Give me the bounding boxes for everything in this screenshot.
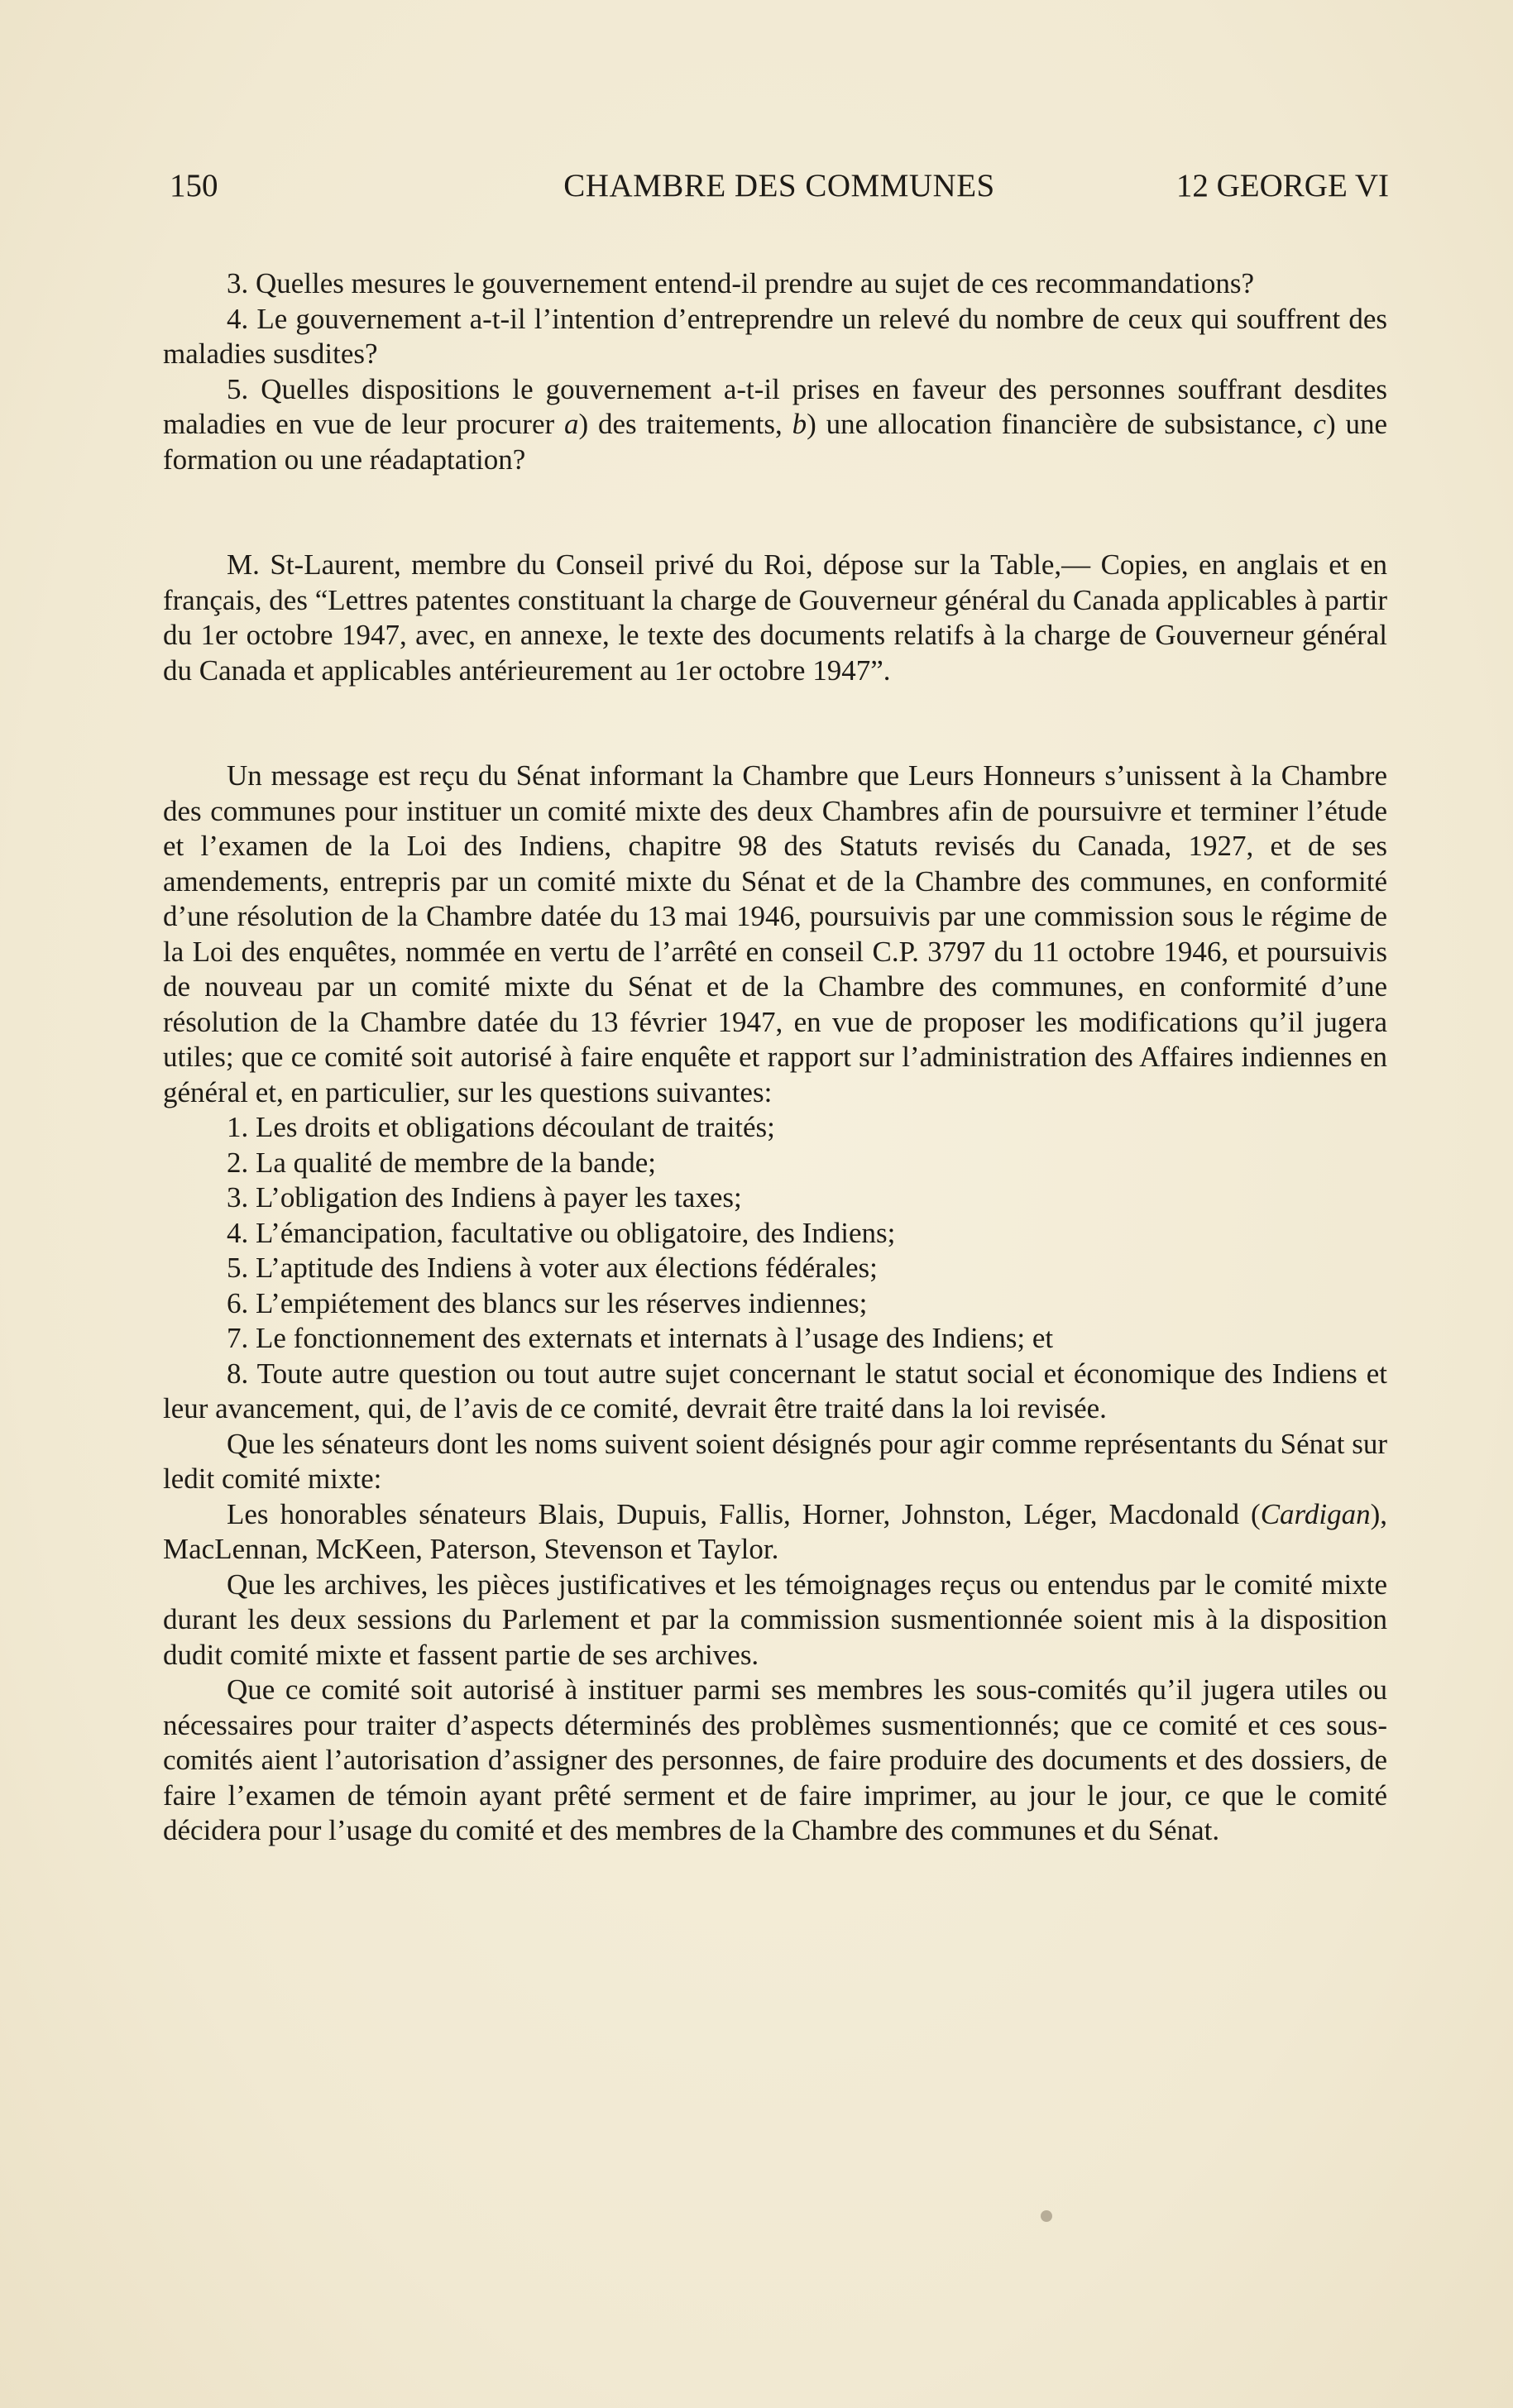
option-b-letter: b xyxy=(792,408,807,440)
list-item: 7. Le fonctionnement des externats et internats à l’usage des Indiens; et xyxy=(227,1322,1054,1354)
question-4: 4. Le gouvernement a-t-il l’intention d’entreprendre un relevé du nombre de ceux qui souffrent des maladies susdites? xyxy=(163,302,1387,370)
list-item: 6. L’empiétement des blancs sur les réserves indiennes; xyxy=(227,1286,868,1319)
list-item-8: 8. Toute autre question ou tout autre sujet concernant le statut social et économique des Indiens et leur avancement, qui, de l’avis de ce comité, devrait être traité dans la loi revisée. xyxy=(163,1357,1387,1424)
list-item: 4. L’émancipation, facultative ou obligatoire, des Indiens; xyxy=(227,1216,896,1249)
running-title: CHAMBRE DES COMMUNES xyxy=(563,168,995,203)
tabling-paragraph: M. St-Laurent, membre du Conseil privé du Roi, dépose sur la Table,— Copies, en anglais et en français, des “Lettres patentes constituant la charge de Gouverneur général du Canada applicables à partir du 1er octobre 1947, avec, en annexe, le texte des documents relatifs à la charge de Gouverneur général du Canada et applicables antérieurement au 1er octobre 1947”. xyxy=(163,548,1387,687)
question-3: 3. Quelles mesures le gouvernement entend-il prendre au sujet de ces recommandations? xyxy=(227,267,1255,299)
option-a-text: ) des traitements, xyxy=(578,408,792,440)
senators-names-end: ), MacLennan, McKeen, Paterson, Stevenson et Taylor. xyxy=(163,1497,1387,1565)
option-a-letter: a xyxy=(564,408,579,440)
archives-paragraph: Que les archives, les pièces justificatives et les témoignages reçus ou entendus par le comité mixte durant les deux sessions du Parlement et par la commission susmentionnée soient mis à la disposition dudit comité mixte et fassent partie de ses archives. xyxy=(163,1568,1387,1671)
option-b-text: ) une allocation financière de subsistance, xyxy=(807,408,1314,440)
regnal-year: 12 GEORGE VI xyxy=(1175,168,1389,203)
question-5 xyxy=(163,372,1387,478)
page-number: 150 xyxy=(170,168,218,203)
subcommittees-paragraph: Que ce comité soit autorisé à instituer parmi ses membres les sous-comités qu’il jugera utiles ou nécessaires pour traiter d’aspects déterminés des problèmes susmentionnés; que ce comité et ces sous-comités aient l’autorisation d’assigner des personnes, de faire produire des documents et des dossiers, de faire l’examen de témoin ayant prêté serment et de faire imprimer, au jour le jour, ce que le comité décidera pour l’usage du comité et des membres de la Chambre des communes et du Sénat. xyxy=(163,1673,1387,1846)
senators-intro: Que les sénateurs dont les noms suivent soient désignés pour agir comme représentants du Sénat sur ledit comité mixte: xyxy=(163,1427,1387,1495)
list-item: 5. L’aptitude des Indiens à voter aux élections fédérales; xyxy=(227,1252,878,1284)
page-header xyxy=(170,167,1389,217)
body-text xyxy=(163,266,1387,1849)
option-c-text: ) une formation ou une réadaptation? xyxy=(163,408,1387,476)
option-c-letter: c xyxy=(1313,408,1326,440)
senator-riding: Cardigan xyxy=(1260,1497,1371,1530)
senators-list xyxy=(163,1497,1387,1568)
senate-message-intro: Un message est reçu du Sénat informant la Chambre que Leurs Honneurs s’unissent à la Chambre des communes pour instituer un comité mixte des deux Chambres afin de poursuivre et terminer l’étude et l’examen de la Loi des Indiens, chapitre 98 des Statuts revisés du Canada, 1927, et de ses amendements, entrepris par un comité mixte du Sénat et de la Chambre des communes, en conformité d’une résolution de la Chambre datée du 13 mai 1946, poursuivis par une commission sous le régime de la Loi des enquêtes, nommée en vertu de l’arrêté en conseil C.P. 3797 du 11 octobre 1946, et poursuivis de nouveau par un comité mixte du Sénat et de la Chambre des communes, en conformité d’une résolution de la Chambre datée du 13 février 1947, en vue de proposer les modifications qu’il jugera utiles; que ce comité soit autorisé à faire enquête et rapport sur l’administration des Affaires indiennes en général et, en particulier, sur les questions suivantes: xyxy=(163,759,1387,1108)
question-5-text: 5. Quelles dispositions le gouvernement a-t-il prises en faveur des personnes souffrant desdites maladies en vue de leur procurer xyxy=(163,372,1387,440)
paper-speck xyxy=(1041,2210,1052,2222)
list-item: 3. L’obligation des Indiens à payer les taxes; xyxy=(227,1181,742,1214)
senators-names: Les honorables sénateurs Blais, Dupuis, Fallis, Horner, Johnston, Léger, Macdonald ( xyxy=(227,1497,1261,1530)
list-item: 2. La qualité de membre de la bande; xyxy=(227,1146,656,1179)
list-item: 1. Les droits et obligations découlant de traités; xyxy=(227,1111,775,1143)
